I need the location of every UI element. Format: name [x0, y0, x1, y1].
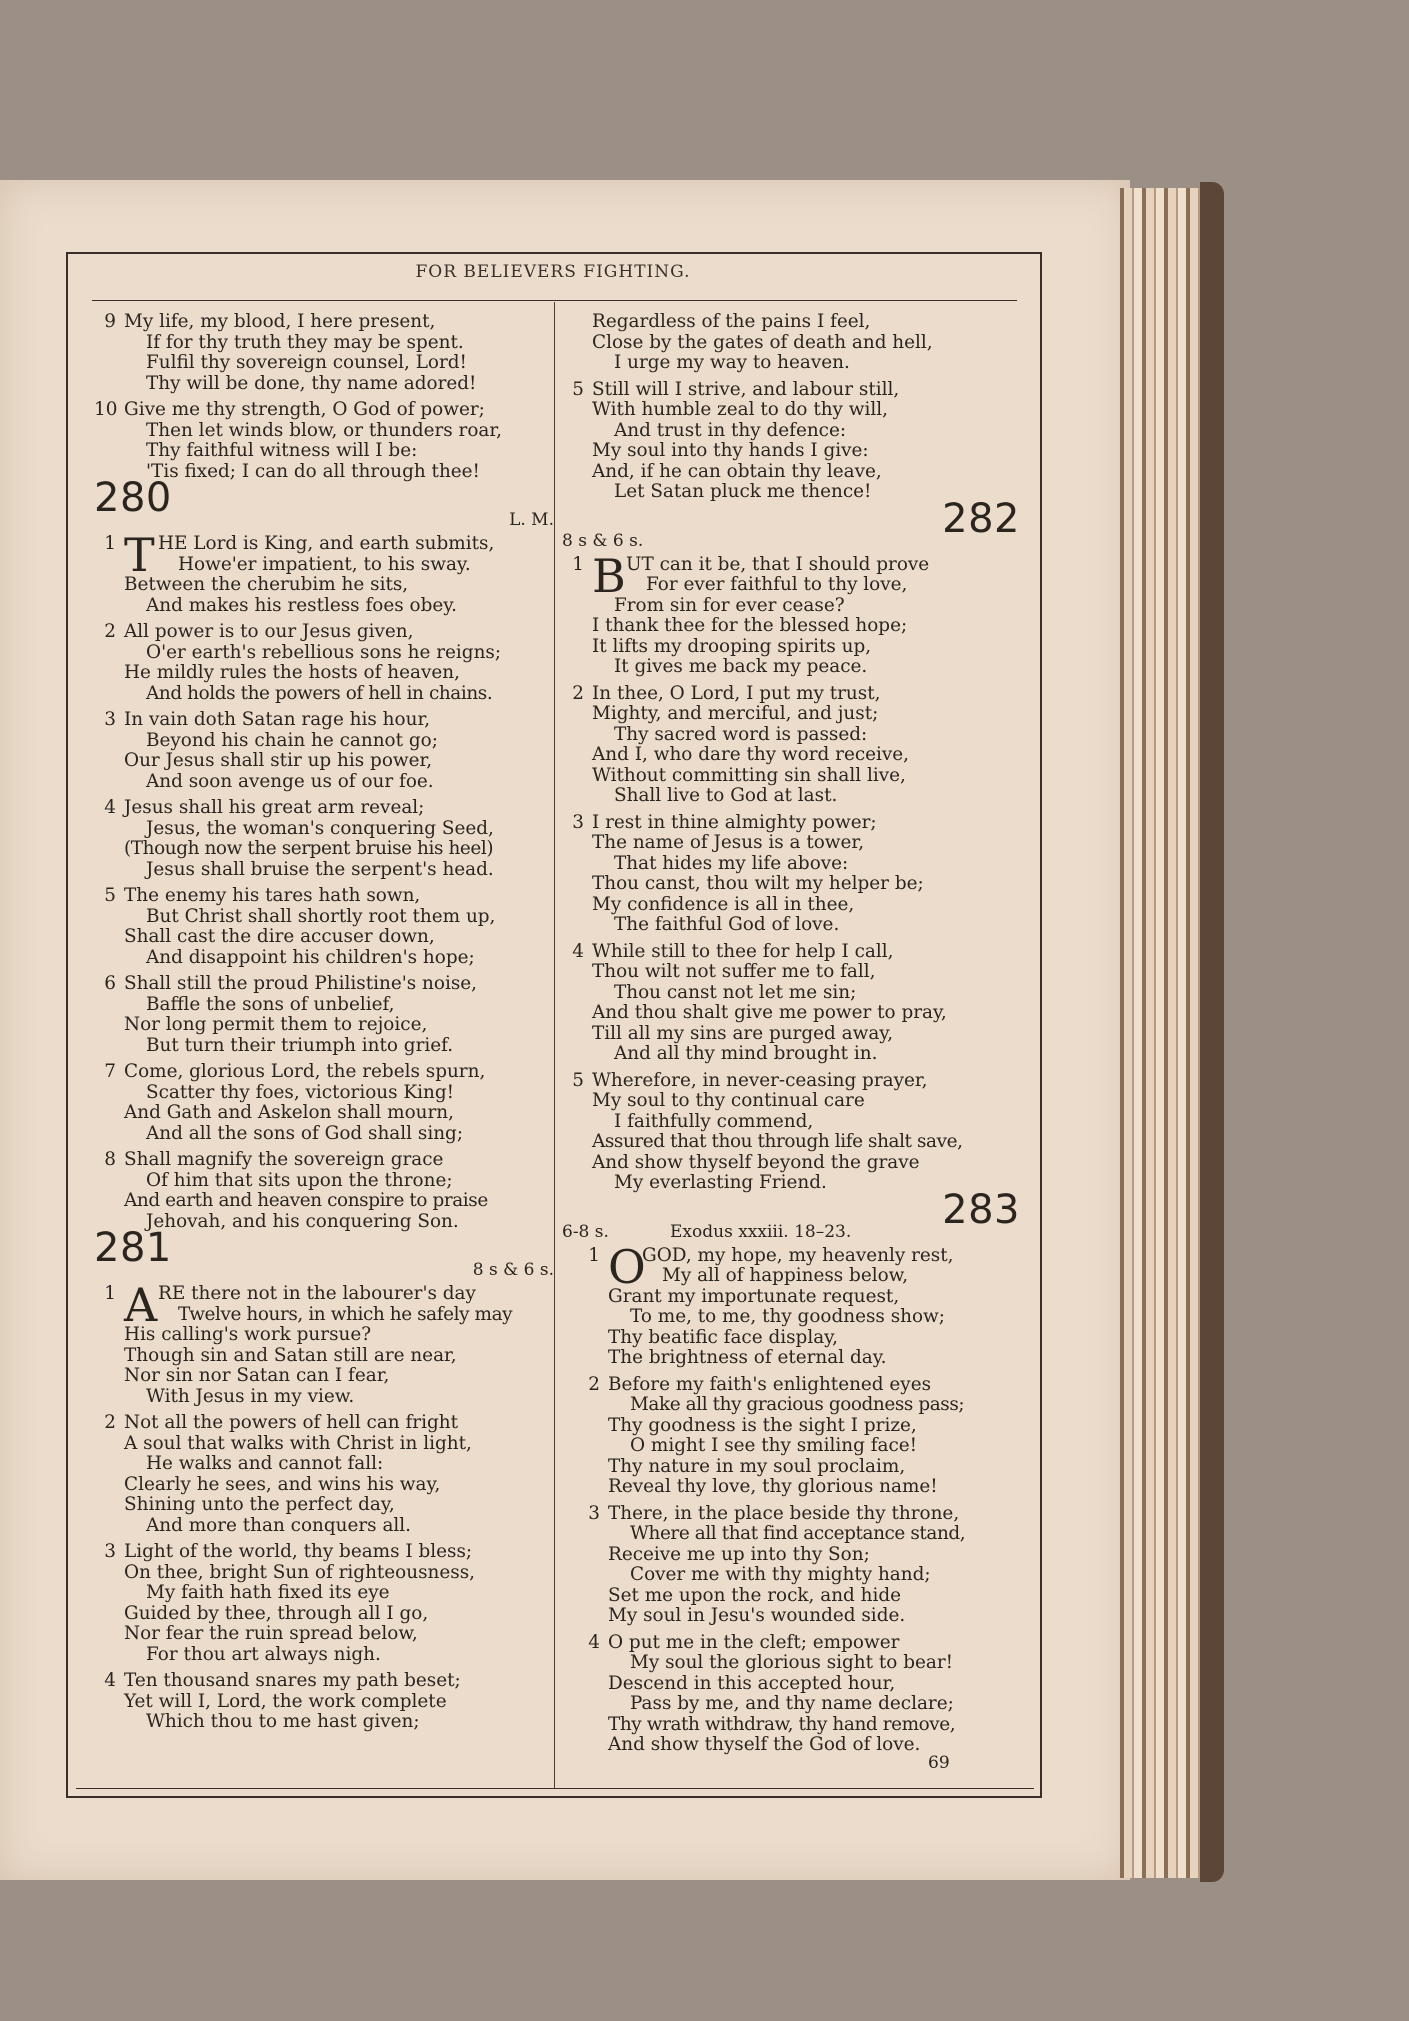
stanza-number: 3 — [104, 709, 116, 730]
line: Jesus, the woman's conquering Seed, — [146, 817, 494, 839]
line: HE Lord is King, and earth submits, — [158, 533, 495, 554]
header-rule — [92, 300, 1017, 301]
line: Guided by thee, through all I go, — [124, 1602, 429, 1624]
line: (Though now the serpent bruise his heel) — [124, 838, 494, 859]
line: O might I see thy smiling face! — [630, 1435, 918, 1456]
line: In thee, O Lord, I put my trust, — [592, 682, 881, 704]
line: And more than conquers all. — [146, 1514, 412, 1536]
stanza-number: 5 — [572, 1069, 584, 1091]
hymn-number: 280 — [94, 475, 172, 521]
line: Shining unto the perfect day, — [124, 1494, 395, 1515]
line: Grant my importunate request, — [608, 1285, 900, 1307]
line: Give me thy strength, O God of power; — [124, 399, 485, 420]
line: Pass by me, and thy name declare; — [630, 1693, 954, 1714]
scripture-reference: Exodus xxxiii. 18–23. — [670, 1221, 852, 1242]
line: Nor sin nor Satan can I fear, — [124, 1365, 390, 1386]
hymn-meter: 6-8 s. — [562, 1221, 609, 1242]
column-divider — [554, 302, 555, 1789]
line: 'Tis fixed; I can do all through thee! — [146, 460, 480, 482]
line: And soon avenge us of our foe. — [146, 770, 434, 792]
right-column — [562, 312, 1022, 1762]
line: The enemy his tares hath sown, — [124, 885, 421, 906]
line: From sin for ever cease? — [614, 594, 845, 616]
stanza — [578, 1633, 1022, 1756]
stanza — [562, 312, 1022, 374]
stanza-number: 2 — [572, 682, 584, 704]
line: He walks and cannot fall: — [146, 1453, 384, 1474]
hymn-number: 282 — [942, 495, 1020, 542]
hymn-meter: 8 s & 6 s. — [562, 530, 644, 551]
line: Jehovah, and his conquering Son. — [146, 1210, 459, 1232]
stanza-number: 4 — [104, 1670, 116, 1691]
stanza-number: 2 — [588, 1373, 600, 1395]
stanza-number: 1 — [104, 533, 116, 554]
hymn-header-280 — [94, 475, 554, 532]
line: While still to thee for help I call, — [592, 940, 894, 962]
stanza — [562, 1071, 1022, 1194]
line: And disappoint his children's hope; — [146, 946, 475, 968]
footer-rule — [76, 1788, 1034, 1789]
stanza — [94, 312, 546, 394]
line: But turn their triumph into grief. — [146, 1034, 454, 1056]
line: The brightness of eternal day. — [608, 1347, 887, 1368]
hymn-meter: L. M. — [509, 510, 554, 530]
line: The name of Jesus is a tower, — [592, 832, 865, 853]
line: There, in the place beside thy throne, — [608, 1502, 960, 1524]
line: Thou canst, thou wilt my helper be; — [592, 873, 924, 894]
stanza — [94, 974, 546, 1056]
stanza — [578, 1504, 1022, 1627]
stanza — [94, 622, 546, 704]
line: Regardless of the pains I feel, — [592, 311, 871, 332]
line: Howe'er impatient, to his sway. — [178, 553, 471, 575]
line: Where all that find acceptance stand, — [630, 1523, 966, 1544]
stanza — [562, 548, 1022, 678]
line: And all the sons of God shall sing; — [146, 1122, 464, 1144]
line: And earth and heaven conspire to praise — [124, 1190, 488, 1211]
line: Our Jesus shall stir up his power, — [124, 750, 433, 771]
line: It gives me back my peace. — [614, 656, 868, 677]
stanza — [562, 380, 1022, 503]
stanza-number: 3 — [572, 811, 584, 833]
stanza — [578, 1375, 1022, 1498]
stanza — [94, 1062, 546, 1144]
line: And makes his restless foes obey. — [146, 594, 458, 616]
line: My soul to thy continual care — [592, 1090, 865, 1111]
line: For thou art always nigh. — [146, 1643, 381, 1665]
line: A soul that walks with Christ in light, — [124, 1432, 472, 1454]
line: Clearly he sees, and wins his way, — [124, 1473, 441, 1495]
line: With Jesus in my view. — [146, 1385, 355, 1407]
left-column — [94, 311, 554, 1739]
line: Cover me with thy mighty hand; — [630, 1564, 931, 1585]
line: UT can it be, that I should prove — [626, 553, 930, 575]
line: Scatter thy foes, victorious King! — [146, 1081, 455, 1103]
line: And trust in thy defence: — [614, 419, 847, 441]
line: And Gath and Askelon shall mourn, — [124, 1102, 454, 1123]
stanza — [94, 1278, 546, 1407]
line: Though sin and Satan still are near, — [124, 1344, 457, 1366]
line: If for thy truth they may be spent. — [146, 331, 464, 353]
line: And all thy mind brought in. — [614, 1043, 878, 1064]
line: For ever faithful to thy love, — [646, 574, 908, 595]
stanza-number: 5 — [104, 885, 116, 906]
stanza-number: 7 — [104, 1061, 116, 1082]
stanza — [94, 710, 546, 792]
line: I rest in thine almighty power; — [592, 811, 877, 833]
stanza — [94, 1150, 546, 1232]
stanza — [94, 528, 546, 616]
line: Still will I strive, and labour still, — [592, 378, 900, 400]
line: Set me upon the rock, and hide — [608, 1584, 902, 1606]
line: I urge my way to heaven. — [614, 352, 850, 373]
line: Wherefore, in never-ceasing prayer, — [592, 1069, 928, 1091]
line: Thy sacred word is passed: — [614, 723, 868, 745]
line: Shall still the proud Philistine's noise, — [124, 973, 478, 994]
line: With humble zeal to do thy will, — [592, 399, 889, 420]
line: Not all the powers of hell can fright — [124, 1412, 458, 1433]
hymn-number: 283 — [942, 1186, 1020, 1233]
line: My soul into thy hands I give: — [592, 440, 869, 461]
line: Assured that thou through life shalt save, — [592, 1131, 963, 1152]
line: Fulfil thy sovereign counsel, Lord! — [146, 352, 467, 373]
line: My life, my blood, I here present, — [124, 311, 436, 332]
stanza — [94, 1671, 546, 1733]
line: Reveal thy love, thy glorious name! — [608, 1476, 938, 1497]
stanza-number: 10 — [94, 399, 118, 420]
stanza-number: 4 — [588, 1631, 600, 1653]
line: My everlasting Friend. — [614, 1172, 827, 1193]
line: My confidence is all in thee, — [592, 893, 855, 915]
hymn-meter: 8 s & 6 s. — [472, 1260, 554, 1280]
line: Jesus shall his great arm reveal; — [124, 797, 425, 818]
line: The faithful God of love. — [614, 914, 840, 935]
stanza — [578, 1239, 1022, 1369]
line: Without committing sin shall live, — [592, 764, 906, 786]
line: Thy will be done, thy name adored! — [146, 372, 477, 394]
stanza-number: 9 — [104, 311, 116, 332]
line: My soul the glorious sight to bear! — [630, 1652, 953, 1673]
line: Come, glorious Lord, the rebels spurn, — [124, 1061, 486, 1082]
stanza-number: 4 — [104, 797, 116, 818]
line: Then let winds blow, or thunders roar, — [146, 419, 502, 441]
line: Of him that sits upon the throne; — [146, 1169, 453, 1191]
stanza — [94, 400, 546, 482]
line: Beyond his chain he cannot go; — [146, 729, 438, 751]
line: Close by the gates of death and hell, — [592, 331, 933, 353]
line: Thy nature in my soul proclaim, — [608, 1455, 906, 1477]
page-number: 69 — [928, 1753, 950, 1773]
line: Thy goodness is the sight I prize, — [608, 1414, 917, 1436]
stanza-number: 1 — [104, 1283, 116, 1304]
line: He mildly rules the hosts of heaven, — [124, 662, 460, 683]
line: Receive me up into thy Son; — [608, 1543, 870, 1565]
line: Till all my sins are purged away, — [592, 1022, 894, 1044]
line: Thy faithful witness will I be: — [146, 440, 418, 461]
line: Yet will I, Lord, the work complete — [124, 1690, 447, 1712]
line: Make all thy gracious goodness pass; — [630, 1394, 965, 1415]
hymn-number: 281 — [94, 1225, 172, 1271]
stanza-number: 1 — [572, 553, 584, 575]
hymn-header-281 — [94, 1225, 554, 1282]
line: Thou canst not let me sin; — [614, 981, 857, 1003]
line: Shall cast the dire accuser down, — [124, 926, 435, 947]
stanza-number: 2 — [104, 621, 116, 642]
line: O put me in the cleft; empower — [608, 1631, 900, 1653]
stanza-number: 2 — [104, 1412, 116, 1433]
line: Thy wrath withdraw, thy hand remove, — [608, 1713, 956, 1735]
line: And holds the powers of hell in chains. — [146, 682, 493, 704]
line: My soul in Jesu's wounded side. — [608, 1605, 906, 1626]
drop-cap: A — [124, 1278, 158, 1332]
line: GOD, my hope, my heavenly rest, — [642, 1244, 954, 1266]
line: I faithfully commend, — [614, 1110, 814, 1132]
line: Descend in this accepted hour, — [608, 1672, 896, 1694]
line: And show thyself beyond the grave — [592, 1151, 920, 1173]
line: Thy beatific face display, — [608, 1326, 838, 1348]
stanza — [94, 886, 546, 968]
stanza-number: 3 — [104, 1541, 116, 1562]
stanza-number: 1 — [588, 1244, 600, 1266]
line: It lifts my drooping spirits up, — [592, 635, 872, 657]
line: Nor fear the ruin spread below, — [124, 1623, 418, 1644]
line: Jesus shall bruise the serpent's head. — [146, 858, 494, 880]
line: Ten thousand snares my path beset; — [124, 1670, 461, 1691]
running-head: FOR BELIEVERS FIGHTING. — [415, 262, 691, 282]
line: Between the cherubim he sits, — [124, 574, 409, 595]
line: Shall live to God at last. — [614, 785, 838, 806]
stanza-number: 3 — [588, 1502, 600, 1524]
book-spine — [1200, 182, 1224, 1882]
line: His calling's work pursue? — [124, 1324, 372, 1345]
line: All power is to our Jesus given, — [124, 621, 414, 642]
drop-cap: T — [124, 528, 155, 582]
line: Twelve hours, in which he safely may — [178, 1303, 513, 1325]
stanza — [94, 1542, 546, 1665]
line: Before my faith's enlightened eyes — [608, 1373, 932, 1395]
stanza-number: 5 — [572, 378, 584, 400]
line: Mighty, and merciful, and just; — [592, 703, 879, 724]
line: On thee, bright Sun of righteousness, — [124, 1561, 475, 1583]
drop-cap: O — [608, 1239, 646, 1294]
line: Light of the world, thy beams I bless; — [124, 1541, 473, 1562]
stanza-number: 4 — [572, 940, 584, 962]
stanza — [94, 1413, 546, 1536]
line: Shall magnify the sovereign grace — [124, 1149, 444, 1170]
stanza — [94, 798, 546, 880]
stanza — [562, 813, 1022, 936]
line: To me, to me, thy goodness show; — [630, 1306, 945, 1327]
line: Nor long permit them to rejoice, — [124, 1014, 428, 1035]
line: Baffle the sons of unbelief, — [146, 993, 395, 1015]
stanza — [562, 942, 1022, 1065]
line: And thou shalt give me power to pray, — [592, 1002, 947, 1023]
line: Thou wilt not suffer me to fall, — [592, 961, 876, 982]
hymn-header-283 — [562, 1186, 1022, 1244]
line: In vain doth Satan rage his hour, — [124, 709, 431, 730]
line: And, if he can obtain thy leave, — [592, 460, 882, 482]
drop-cap: B — [592, 548, 626, 603]
line: And show thyself the God of love. — [608, 1734, 921, 1755]
line: But Christ shall shortly root them up, — [146, 905, 496, 927]
line: Let Satan pluck me thence! — [614, 481, 872, 502]
line: My faith hath fixed its eye — [146, 1582, 390, 1603]
line: I thank thee for the blessed hope; — [592, 615, 908, 636]
hymn-header-282 — [562, 495, 1022, 553]
line: My all of happiness below, — [662, 1265, 909, 1286]
stanza-number: 6 — [104, 973, 116, 994]
line: And I, who dare thy word receive, — [592, 744, 910, 765]
hymn-283-body — [562, 1239, 1022, 1756]
stanza-number: 8 — [104, 1149, 116, 1170]
line: RE there not in the labourer's day — [158, 1283, 476, 1304]
line: Which thou to me hast given; — [146, 1711, 420, 1732]
line: O'er earth's rebellious sons he reigns; — [146, 641, 502, 663]
stanza — [562, 684, 1022, 807]
line: That hides my life above: — [614, 852, 849, 874]
